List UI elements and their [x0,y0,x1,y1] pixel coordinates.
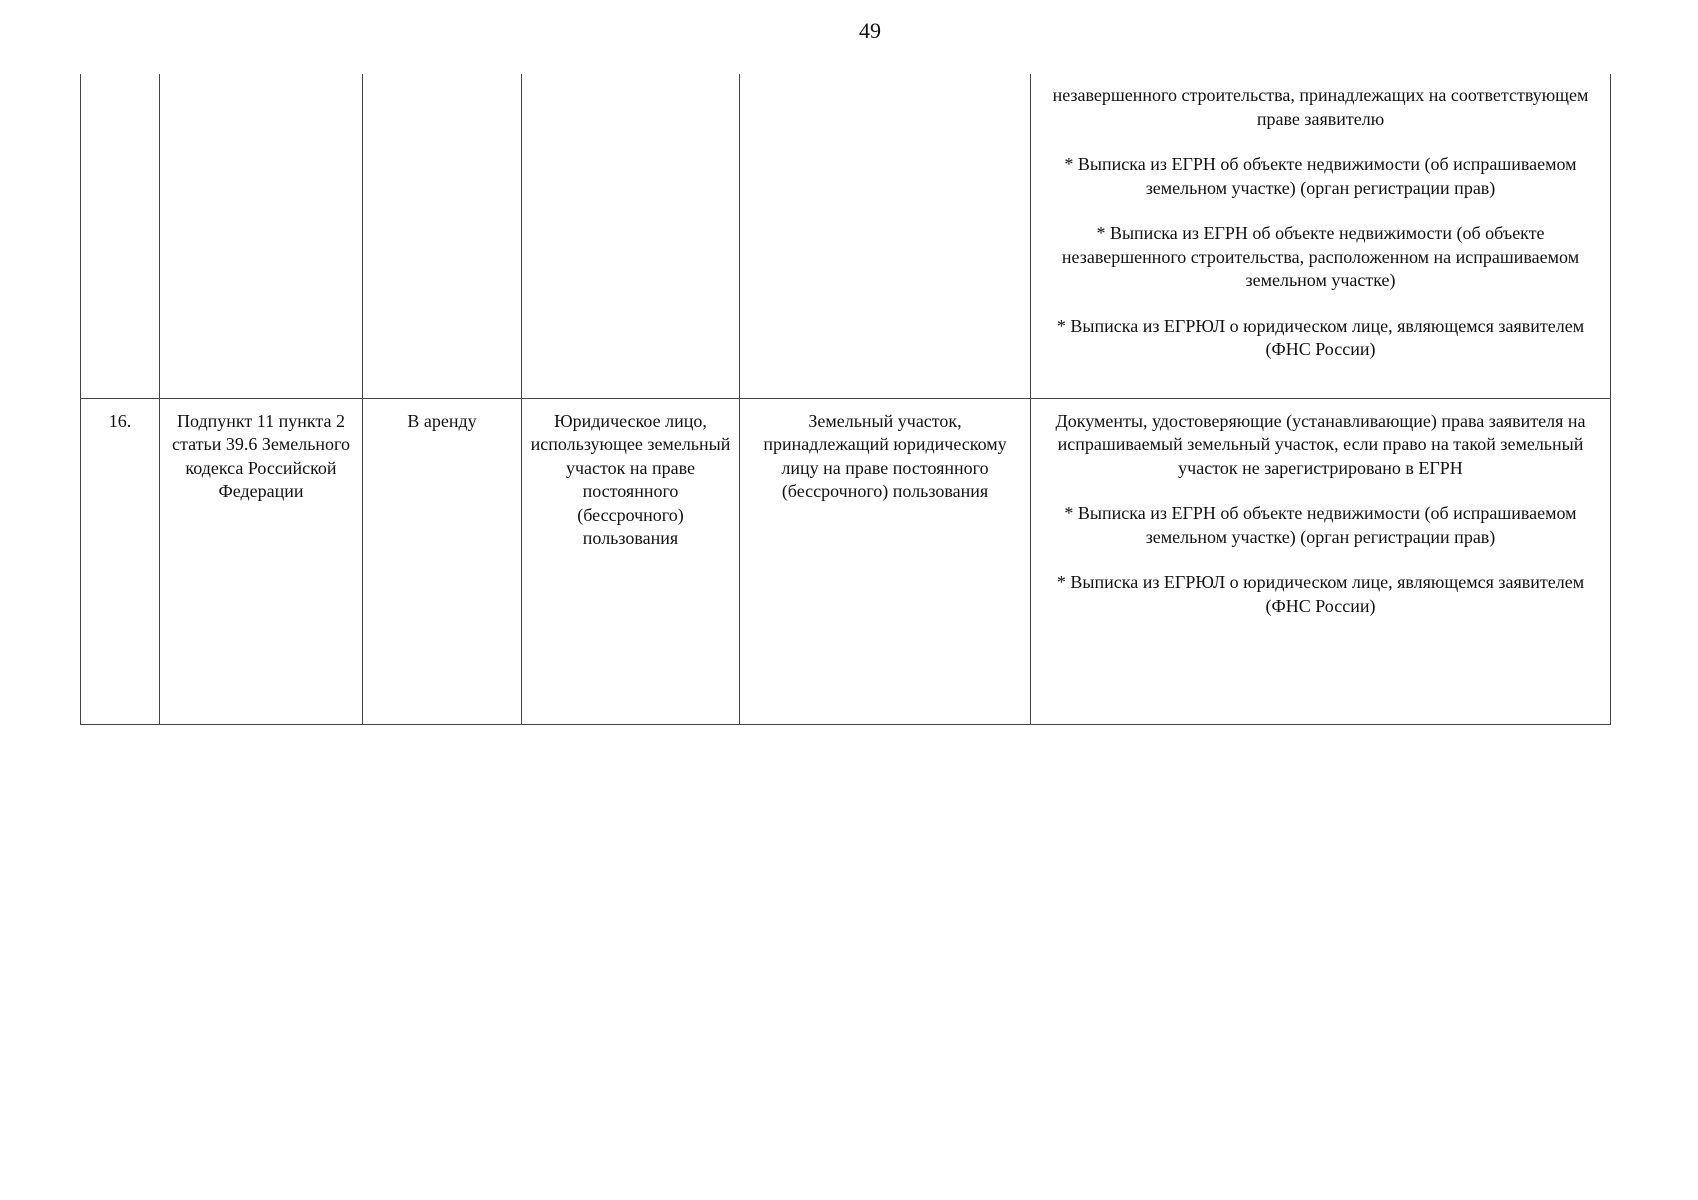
documents-table [80,74,1611,725]
cell-documents [1031,398,1611,724]
document-paragraph: незавершенного строительства, принадлежащих на соответствующем праве заявителю [1052,85,1589,129]
document-paragraph: * Выписка из ЕГРН об объекте недвижимости (об испрашиваемом земельном участке) (орган регистрации прав) [1064,503,1577,547]
cell-right-type: В аренду [363,398,522,724]
page-number: 49 [859,18,881,43]
document-paragraph: * Выписка из ЕГРЮЛ о юридическом лице, являющемся заявителем (ФНС России) [1056,572,1585,616]
cell-number [81,74,160,398]
table-row-continuation [81,74,1611,398]
cell-right-type [363,74,522,398]
document-paragraph: * Выписка из ЕГРЮЛ о юридическом лице, являющемся заявителем (ФНС России) [1056,315,1585,359]
cell-basis [160,74,363,398]
cell-land-plot: Земельный участок, принадлежащий юридическому лицу на праве постоянного (бессрочного) пользования [740,398,1031,724]
document-paragraph: * Выписка из ЕГРН об объекте недвижимости (об объекте незавершенного строительства, расположенном на испрашиваемом земельном участке) [1061,223,1580,290]
document-paragraph: * Выписка из ЕГРН об объекте недвижимости (об испрашиваемом земельном участке) (орган регистрации прав) [1064,154,1577,198]
cell-number: 16. [81,398,160,724]
cell-applicant [522,74,740,398]
cell-land-plot [740,74,1031,398]
cell-documents [1031,74,1611,398]
document-paragraph: Документы, удостоверяющие (устанавливающие) права заявителя на испрашиваемый земельный участок, если право на такой земельный участок не зарегистрировано в ЕГРН [1055,410,1586,478]
cell-basis: Подпункт 11 пункта 2 статьи 39.6 Земельного кодекса Российской Федерации [160,398,363,724]
cell-applicant: Юридическое лицо, использующее земельный участок на праве постоянного (бессрочного) пользования [522,398,740,724]
table-row-16 [81,398,1611,724]
